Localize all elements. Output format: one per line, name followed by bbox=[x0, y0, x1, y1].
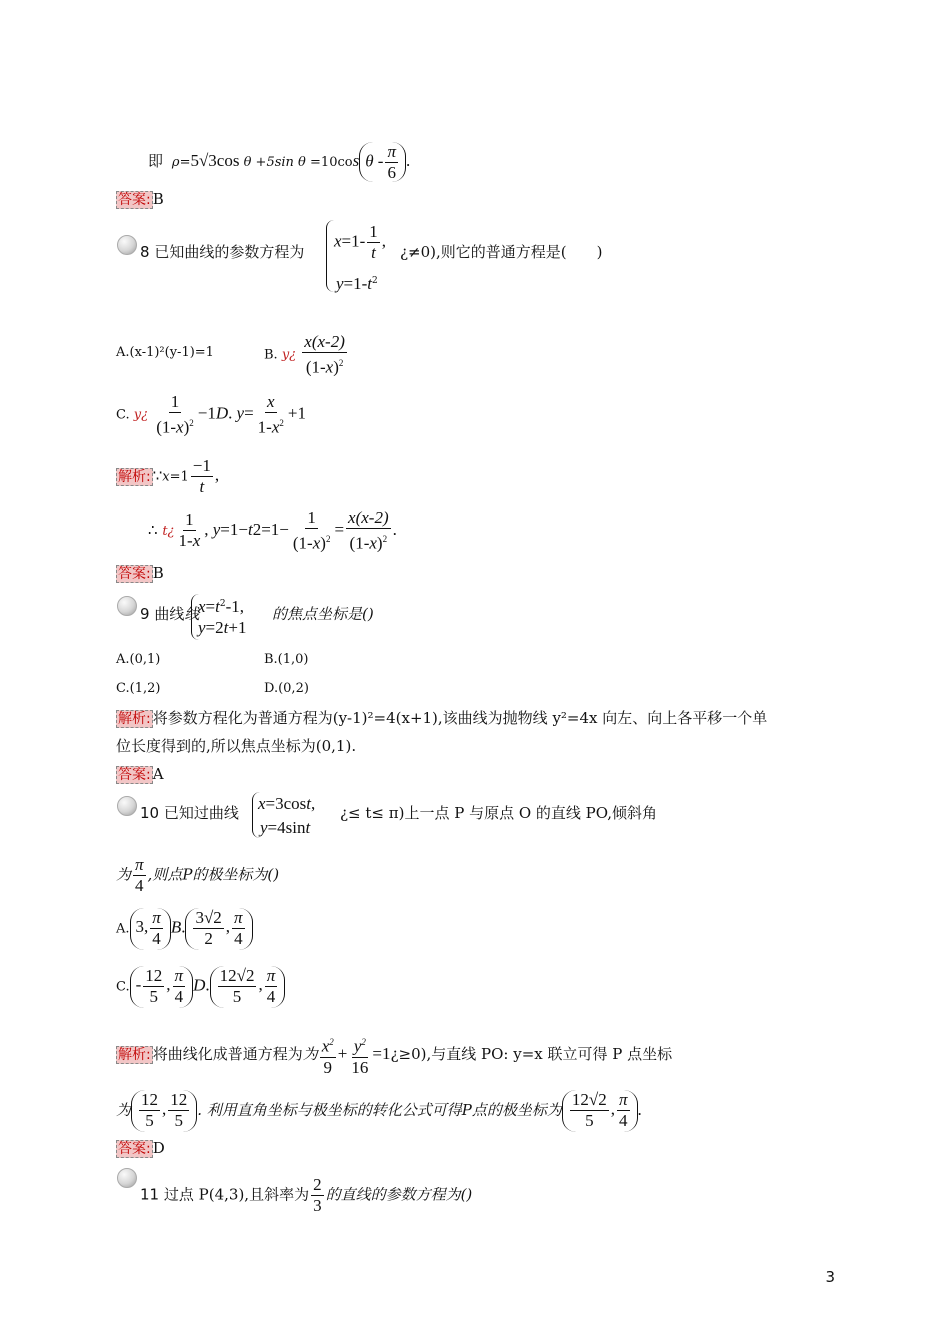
option-A-text: A.(0,1) bbox=[116, 652, 161, 667]
answer-line-8 bbox=[116, 563, 164, 583]
analysis-text: 将参数方程化为普通方程为(y-1)²=4(x+1),该曲线为抛物线 y²=4x 向左、向上各平移一个单 bbox=[152, 709, 768, 727]
question-text-post: 的焦点坐标是() bbox=[272, 605, 374, 623]
option-C-D: C. y¿ $\frac{1}{(1-x)^2}$ −1D. y= $\frac{x}{1-x^2}$ +1 bbox=[116, 392, 306, 437]
page-number: 3 bbox=[825, 1268, 835, 1286]
option-A bbox=[116, 343, 214, 363]
question-10-condition bbox=[340, 803, 657, 823]
question-number: 10 bbox=[140, 804, 160, 822]
answer-value: B bbox=[152, 190, 164, 208]
answer-tag: 答案: bbox=[118, 566, 151, 582]
param-eq-x: $x=t^2-1$, bbox=[198, 597, 245, 616]
question-text-pre: 过点 P(4,3),且斜率为 bbox=[163, 1185, 310, 1204]
analysis-line-9b bbox=[116, 736, 356, 756]
analysis-text-mid: . 利用直角坐标与极坐标的转化公式可得P点的极坐标为 bbox=[197, 1101, 562, 1119]
answer-line-9 bbox=[116, 764, 164, 784]
condition-text: ¿≠0),则它的普通方程是( ) bbox=[400, 243, 603, 261]
analysis-line-10a: 解析: 将曲线化成普通方程为为 $\frac{x^2}{9}$ + $\frac{y^2}{16}$ =1¿≥0),与直线 PO: y=x 联立可得 P 点坐标 bbox=[116, 1032, 672, 1078]
option-A-text: A.(x-1)²(y-1)=1 bbox=[116, 345, 214, 360]
condition-text: ¿≤ t≤ π)上一点 P 与原点 O 的直线 PO,倾斜角 bbox=[340, 804, 657, 822]
param-eq-y: y=2t+1 bbox=[198, 618, 247, 637]
question-11-stem: 11 过点 P(4,3),且斜率为 $\frac{2}{3}$ 的直线的参数方程为() bbox=[140, 1175, 473, 1215]
question-bullet-icon bbox=[117, 235, 137, 255]
analysis-line-9a bbox=[116, 708, 767, 728]
answer-value: D bbox=[152, 1139, 165, 1157]
option-C-D: C. - $\frac{12}{5}$ , $\frac{\pi}{4}$ D. $\frac{12√2}{5}$ , $\frac{\pi}{4}$ bbox=[116, 966, 285, 1008]
option-B bbox=[264, 650, 309, 670]
param-eq-x: x=1- $\frac{1}{t}$ , bbox=[334, 222, 387, 262]
line2-pre: 为 bbox=[116, 865, 132, 884]
question-text-post: 的直线的参数方程为() bbox=[325, 1185, 473, 1204]
analysis-line-10b: 为 $\frac{12}{5}$ , $\frac{12}{5}$ . 利用直角坐标与极坐标的转化公式可得P点的极坐标为 $\frac{12√2}{5}$ , $\frac{\pi}{4}$ . bbox=[116, 1090, 642, 1130]
analysis-text-pre: 将曲线化成普通方程为 bbox=[152, 1044, 303, 1063]
answer-tag: 答案: bbox=[118, 192, 151, 208]
param-eq-y: $y=1-t^2$ bbox=[336, 274, 378, 293]
question-8-condition bbox=[400, 242, 602, 262]
answer-line-7 bbox=[116, 189, 164, 209]
question-9-post bbox=[272, 604, 374, 624]
line2-post: ,则点P的极坐标为() bbox=[147, 865, 280, 884]
analysis-tag: 解析: bbox=[118, 468, 151, 485]
option-C bbox=[116, 679, 160, 699]
analysis-text: 位长度得到的,所以焦点坐标为(0,1). bbox=[116, 737, 357, 755]
question-text-pre: 曲线 bbox=[154, 605, 185, 623]
question-number: 8 bbox=[140, 243, 150, 261]
analysis-tag: 解析: bbox=[118, 1046, 151, 1063]
answer-line-10 bbox=[116, 1138, 165, 1158]
question-9-stem: 9 曲线线 bbox=[140, 605, 200, 623]
option-C-text: C.(1,2) bbox=[116, 681, 161, 696]
question-10-stem bbox=[140, 803, 239, 823]
option-D bbox=[264, 679, 309, 699]
question-number: 11 bbox=[140, 1185, 160, 1204]
param-eq-x: x=3cost, bbox=[258, 794, 316, 813]
option-B: B. y¿ $\frac{x(x-2)}{(1-x)^2}$ bbox=[264, 332, 345, 377]
answer-tag: 答案: bbox=[118, 1141, 151, 1157]
option-D-text: D.(0,2) bbox=[264, 681, 309, 696]
answer-tag: 答案: bbox=[118, 767, 151, 783]
question-text-pre: 已知过曲线 bbox=[163, 804, 239, 822]
solution-line-polar: 即 ρ=5√3cos θ +5sin θ =10cos θ - $\frac{\pi}{6}$ . bbox=[148, 142, 411, 182]
analysis-text-pre: 为 bbox=[116, 1101, 132, 1119]
question-bullet-icon bbox=[117, 796, 137, 816]
question-bullet-icon bbox=[117, 1168, 137, 1188]
option-A-B: A. 3, $\frac{\pi}{4}$ B. $\frac{3√2}{2}$ , $\frac{\pi}{4}$ bbox=[116, 908, 253, 950]
question-10-line2: 为 $\frac{\pi}{4}$ ,则点P的极坐标为() bbox=[116, 855, 280, 895]
analysis-text-post: ¿≥0),与直线 PO: y=x 联立可得 P 点坐标 bbox=[390, 1044, 673, 1063]
option-B-text: B.(1,0) bbox=[264, 652, 309, 667]
question-number: 9 bbox=[140, 605, 150, 623]
analysis-tag: 解析: bbox=[118, 711, 151, 727]
answer-value: A bbox=[152, 765, 164, 783]
question-text: 已知曲线的参数方程为 bbox=[154, 243, 305, 261]
prefix: 即 bbox=[148, 152, 164, 170]
answer-value: B bbox=[152, 564, 164, 582]
analysis-line-8b: ∴ t¿ $\frac{1}{1-x}$ , y=1−t2=1− $\frac{1}{(1-x)^2}$ = $\frac{x(x-2)}{(1-x)^2}$ . bbox=[148, 508, 397, 553]
param-eq-y: y=4sint bbox=[260, 818, 311, 837]
option-A bbox=[116, 650, 160, 670]
analysis-line-8a: 解析: ∵x=1 $\frac{-1}{t}$ , bbox=[118, 456, 220, 496]
question-8-stem bbox=[140, 242, 304, 262]
question-bullet-icon bbox=[117, 596, 137, 616]
